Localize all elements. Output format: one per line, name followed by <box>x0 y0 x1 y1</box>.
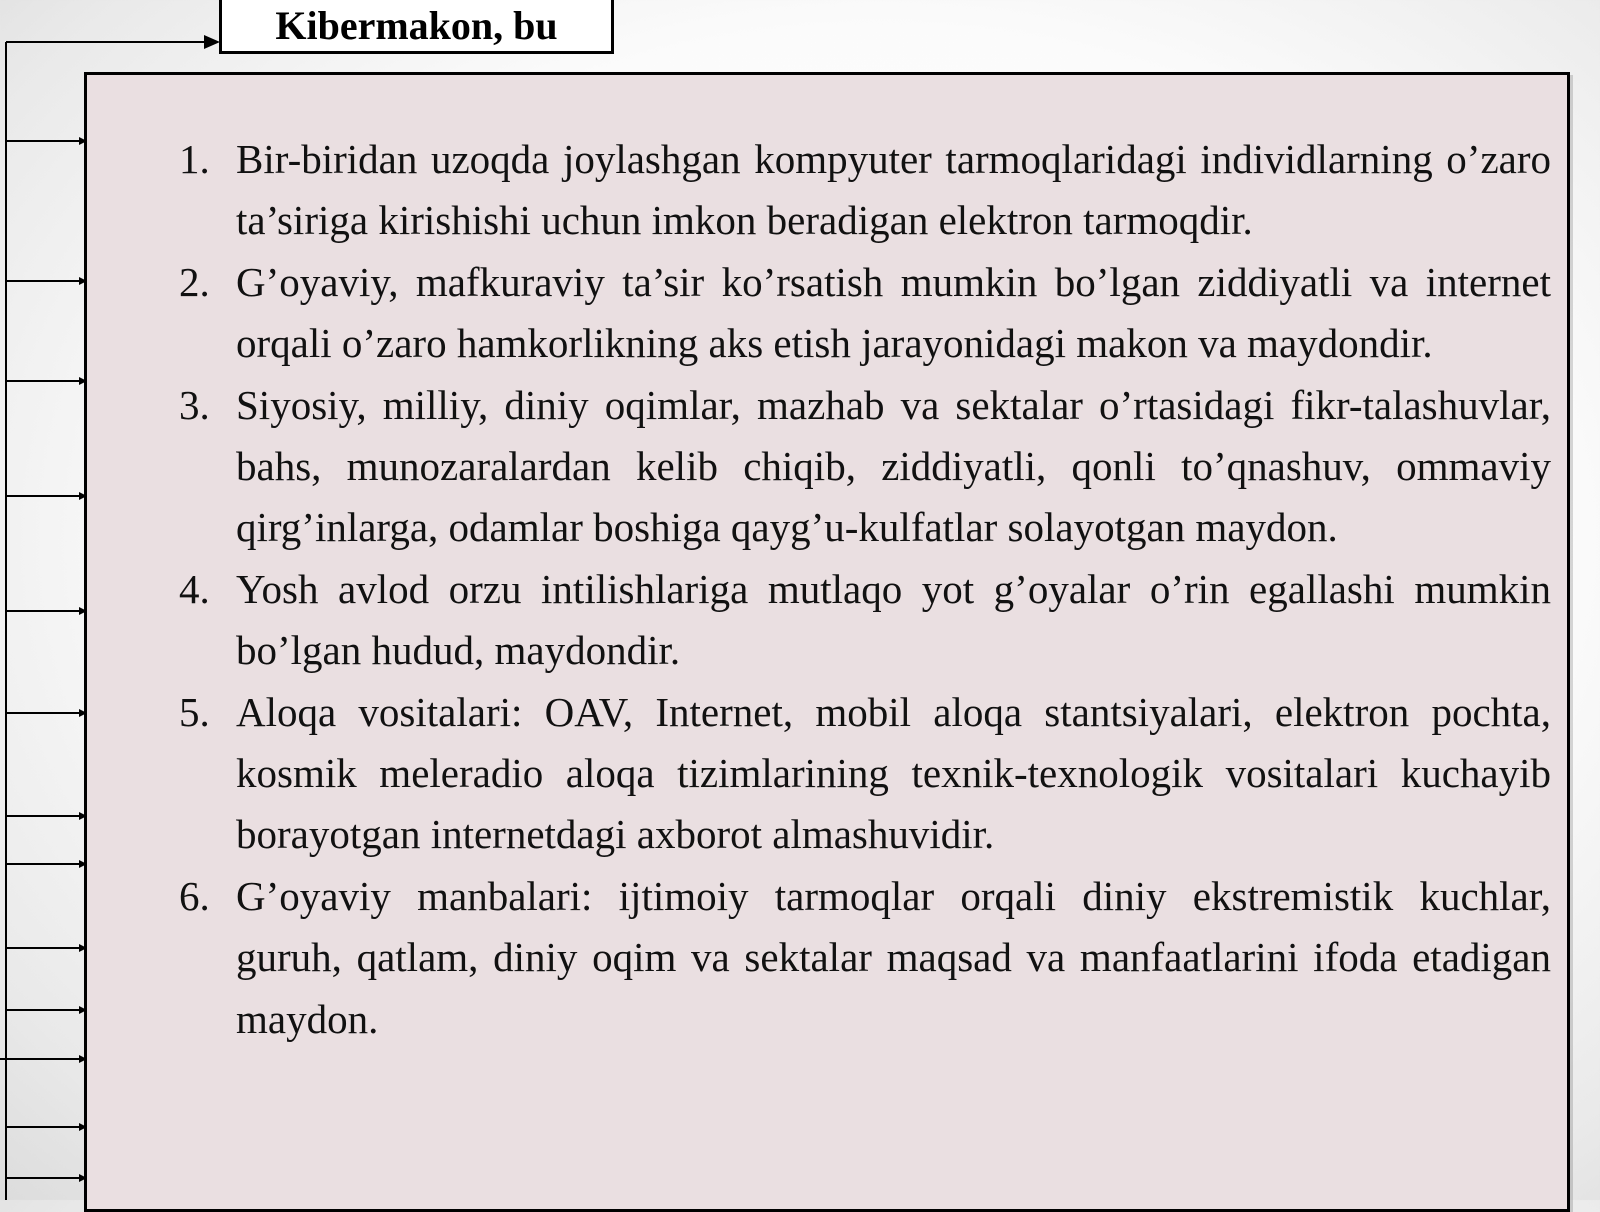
list-item-text: G’oyaviy, mafkuraviy ta’sir ko’rsatish mumkin bo’lgan ziddiyatli va internet orqali o’zaro hamkorlikning aks etish jarayonidagi makon va maydondir. <box>236 258 1551 367</box>
list-item <box>179 866 1551 1050</box>
list-item-number: 1. <box>179 136 210 182</box>
list-item <box>179 682 1551 866</box>
list-item <box>179 252 1551 375</box>
list-item-text: Aloqa vositalari: OAV, Internet, mobil aloqa stantsiyalari, elektron pochta, kosmik meleradio aloqa tizimlarining texnik-texnologik vositalari kuchayib borayotgan internetdagi axborot almashuvidir. <box>236 688 1551 858</box>
list-item-number: 2. <box>179 258 210 305</box>
list-item-text: Bir-biridan uzoqda joylashgan kompyuter tarmoqlaridagi individlarning o’zaro ta’siriga kirishishi uchun imkon beradigan elektron tarmoqdir. <box>236 136 1551 244</box>
list-item <box>179 129 1551 252</box>
list-item-number: 5. <box>179 688 210 735</box>
list-item-number: 4. <box>179 565 210 612</box>
list-item-number: 6. <box>179 872 210 919</box>
list-item <box>179 559 1551 682</box>
title-connector-line <box>90 41 210 43</box>
list-item-number: 3. <box>179 381 210 428</box>
definition-list <box>179 129 1551 1050</box>
list-item-text: Yosh avlod orzu intilishlariga mutlaqo yot g’oyalar o’rin egallashi mumkin bo’lgan hudud, maydondir. <box>236 565 1551 674</box>
list-item <box>179 375 1551 559</box>
page-title: Kibermakon, bu <box>219 0 614 54</box>
list-item-text: G’oyaviy manbalari: ijtimoiy tarmoqlar orqali diniy ekstremistik kuchlar, guruh, qatlam, diniy oqim va sektalar maqsad va manfaatlarini ifoda etadigan maydon. <box>236 872 1551 1042</box>
list-item-text: Siyosiy, milliy, diniy oqimlar, mazhab va sektalar o’rtasidagi fikr-talashuvlar, bahs, munozaralardan kelib chiqib, ziddiyatli, qonli to’qnashuv, ommaviy qirg’inlarga, odamlar boshiga qayg’u-kulfatlar solayotgan maydon. <box>236 381 1551 551</box>
